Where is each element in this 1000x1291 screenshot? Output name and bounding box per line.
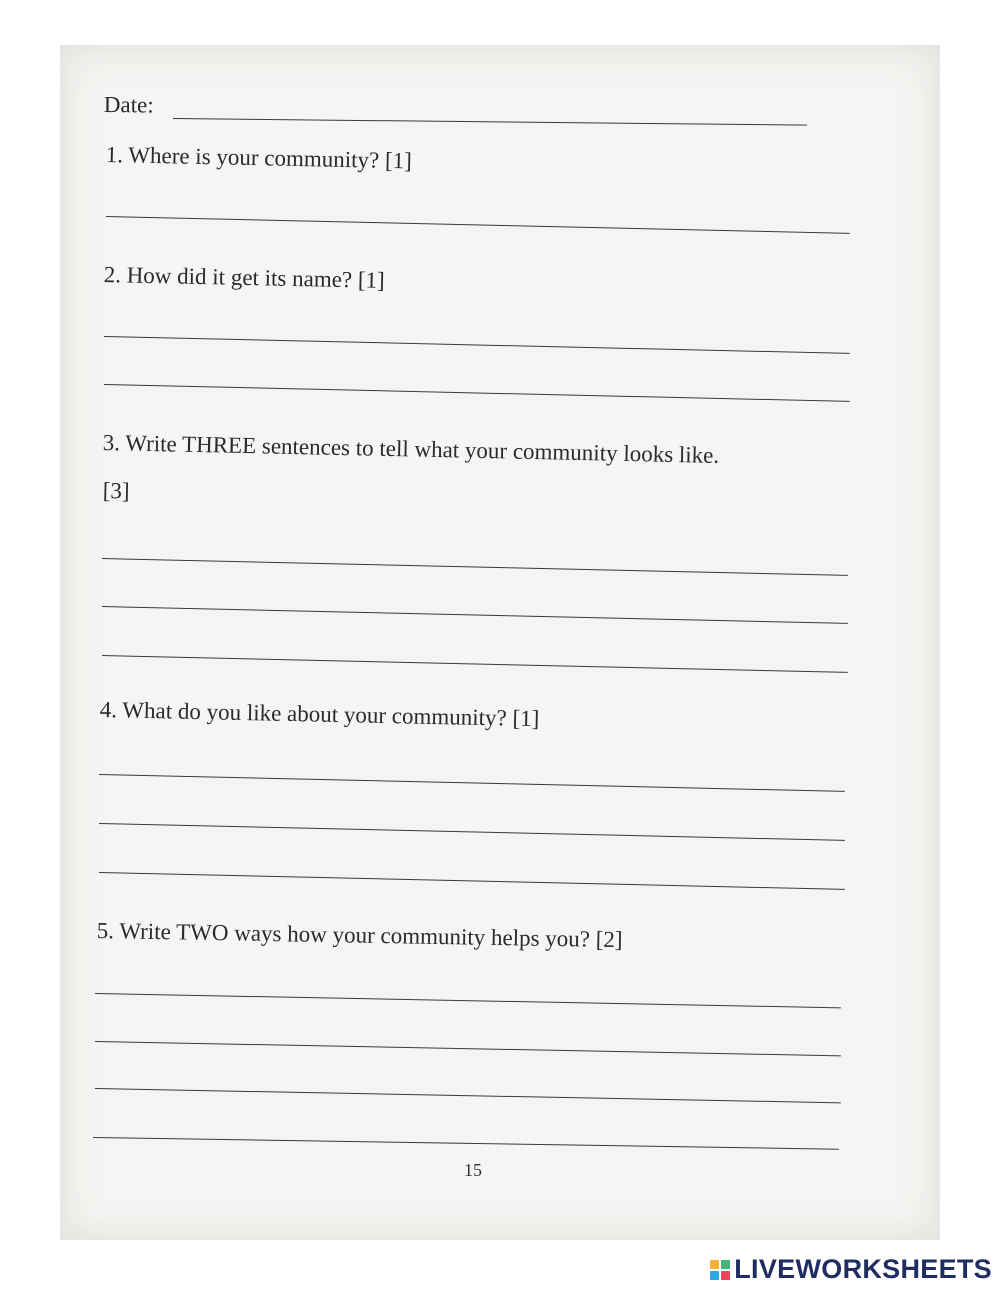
question-5: 5. Write TWO ways how your community helps you? [2]	[96, 918, 623, 953]
question-4: 4. What do you like about your community? [1]	[99, 697, 540, 732]
question-2: 2. How did it get its name? [1]	[103, 262, 386, 293]
liveworksheets-brand	[710, 1254, 992, 1285]
date-label: Date:	[103, 92, 154, 118]
page-number: 15	[464, 1160, 482, 1180]
brand-name: LIVEWORKSHEETS	[734, 1254, 992, 1284]
question-3: 3. Write THREE sentences to tell what your community looks like.	[102, 430, 720, 468]
liveworksheets-logo-icon	[710, 1260, 730, 1280]
question-1: 1. Where is your community? [1]	[105, 142, 413, 174]
question-3-marks: [3]	[102, 478, 130, 504]
